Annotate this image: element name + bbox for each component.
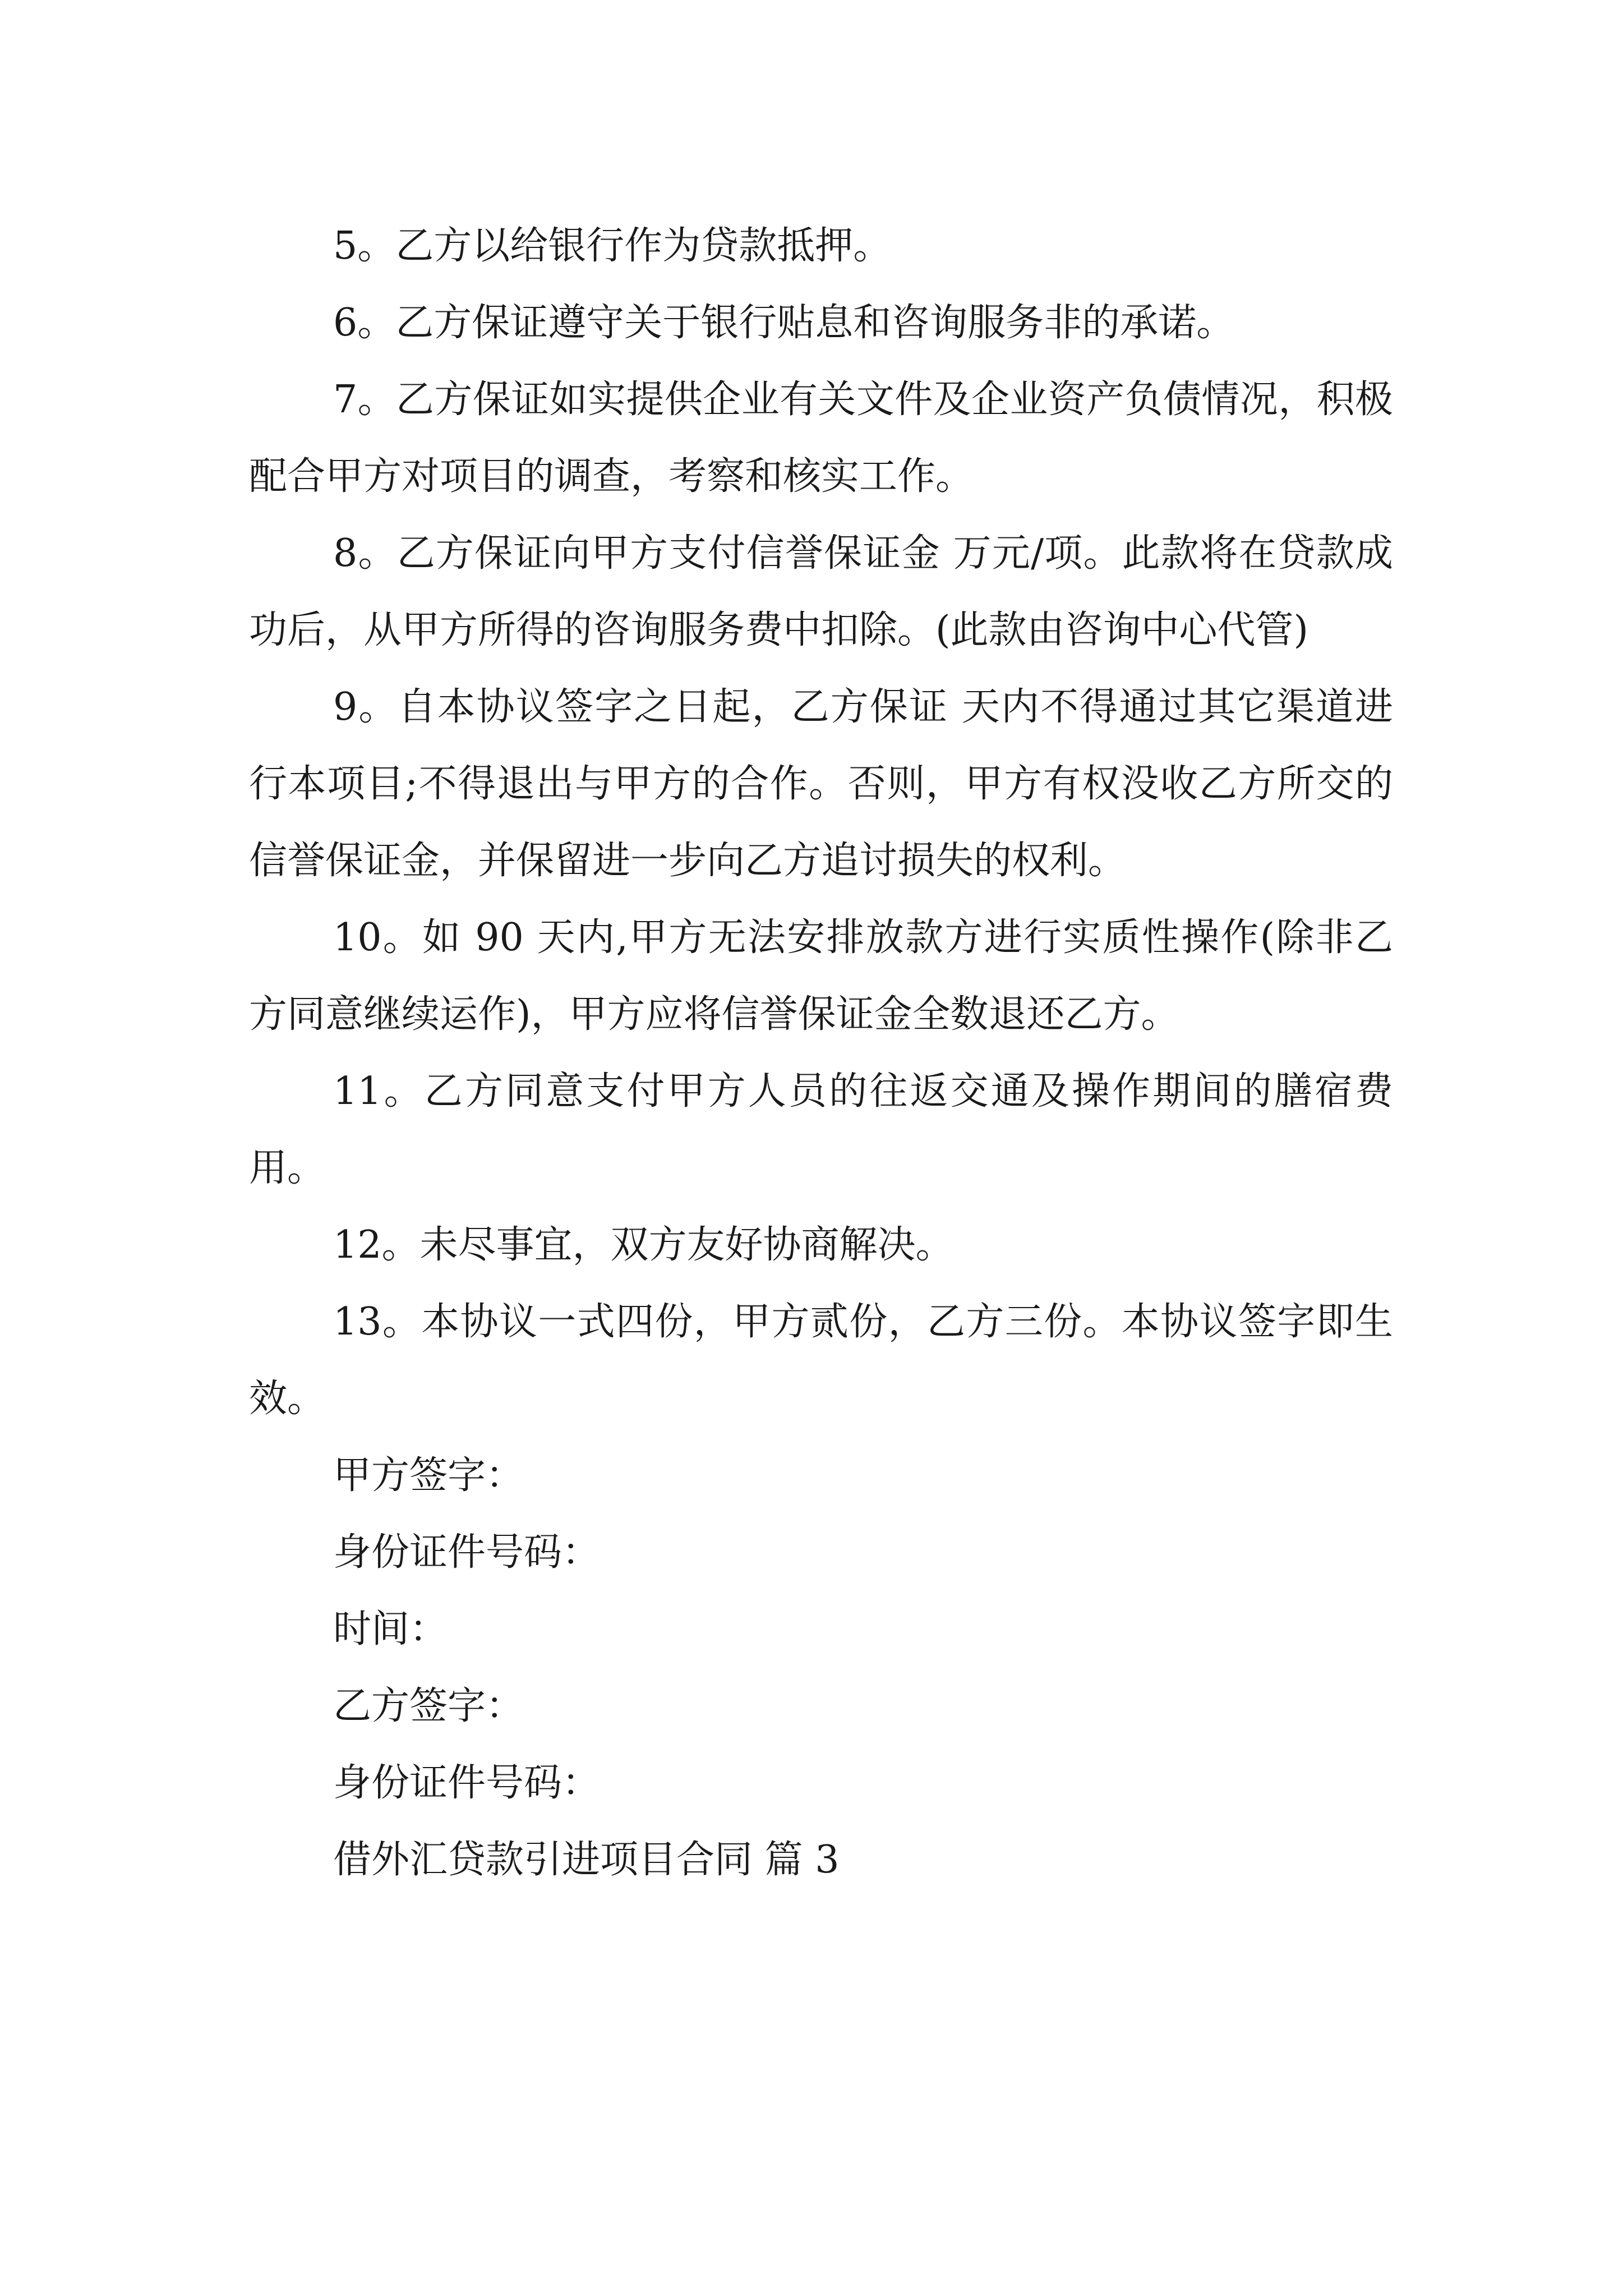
date-label: 时间：: [333, 1607, 448, 1651]
document-body: [249, 208, 1393, 1898]
clause-8: 8。乙方保证向甲方支付信誉保证金 万元/项。此款将在贷款成功后，从甲方所得的咨询服务费中扣除。(此款由咨询中心代管): [249, 531, 1393, 652]
clause-5: 5。乙方以给银行作为贷款抵押。: [333, 224, 892, 268]
clause-9: 9。自本协议签字之日起，乙方保证 天内不得通过其它渠道进行本项目;不得退出与甲方的合作。否则，甲方有权没收乙方所交的信誉保证金，并保留进一步向乙方追讨损失的权利。: [249, 685, 1393, 883]
party-a-id-label: 身份证件号码：: [333, 1530, 601, 1575]
clause-10: 10。如 90 天内,甲方无法安排放款方进行实质性操作(除非乙方同意继续运作)，甲方应将信誉保证金全数退还乙方。: [249, 915, 1393, 1037]
clause-7: 7。乙方保证如实提供企业有关文件及企业资产负债情况，积极配合甲方对项目的调查，考察和核实工作。: [249, 378, 1393, 499]
next-section-title: 借外汇贷款引进项目合同 篇 3: [333, 1838, 840, 1882]
party-b-id-label: 身份证件号码：: [333, 1761, 601, 1805]
party-a-signature-label: 甲方签字：: [333, 1453, 524, 1498]
party-b-signature-label: 乙方签字：: [333, 1684, 524, 1728]
clause-6: 6。乙方保证遵守关于银行贴息和咨询服务非的承诺。: [333, 301, 1235, 345]
clause-11: 11。乙方同意支付甲方人员的往返交通及操作期间的膳宿费用。: [249, 1069, 1393, 1190]
clause-12: 12。未尽事宜，双方友好协商解决。: [333, 1223, 954, 1267]
clause-13: 13。本协议一式四份，甲方贰份，乙方三份。本协议签字即生效。: [249, 1300, 1393, 1421]
